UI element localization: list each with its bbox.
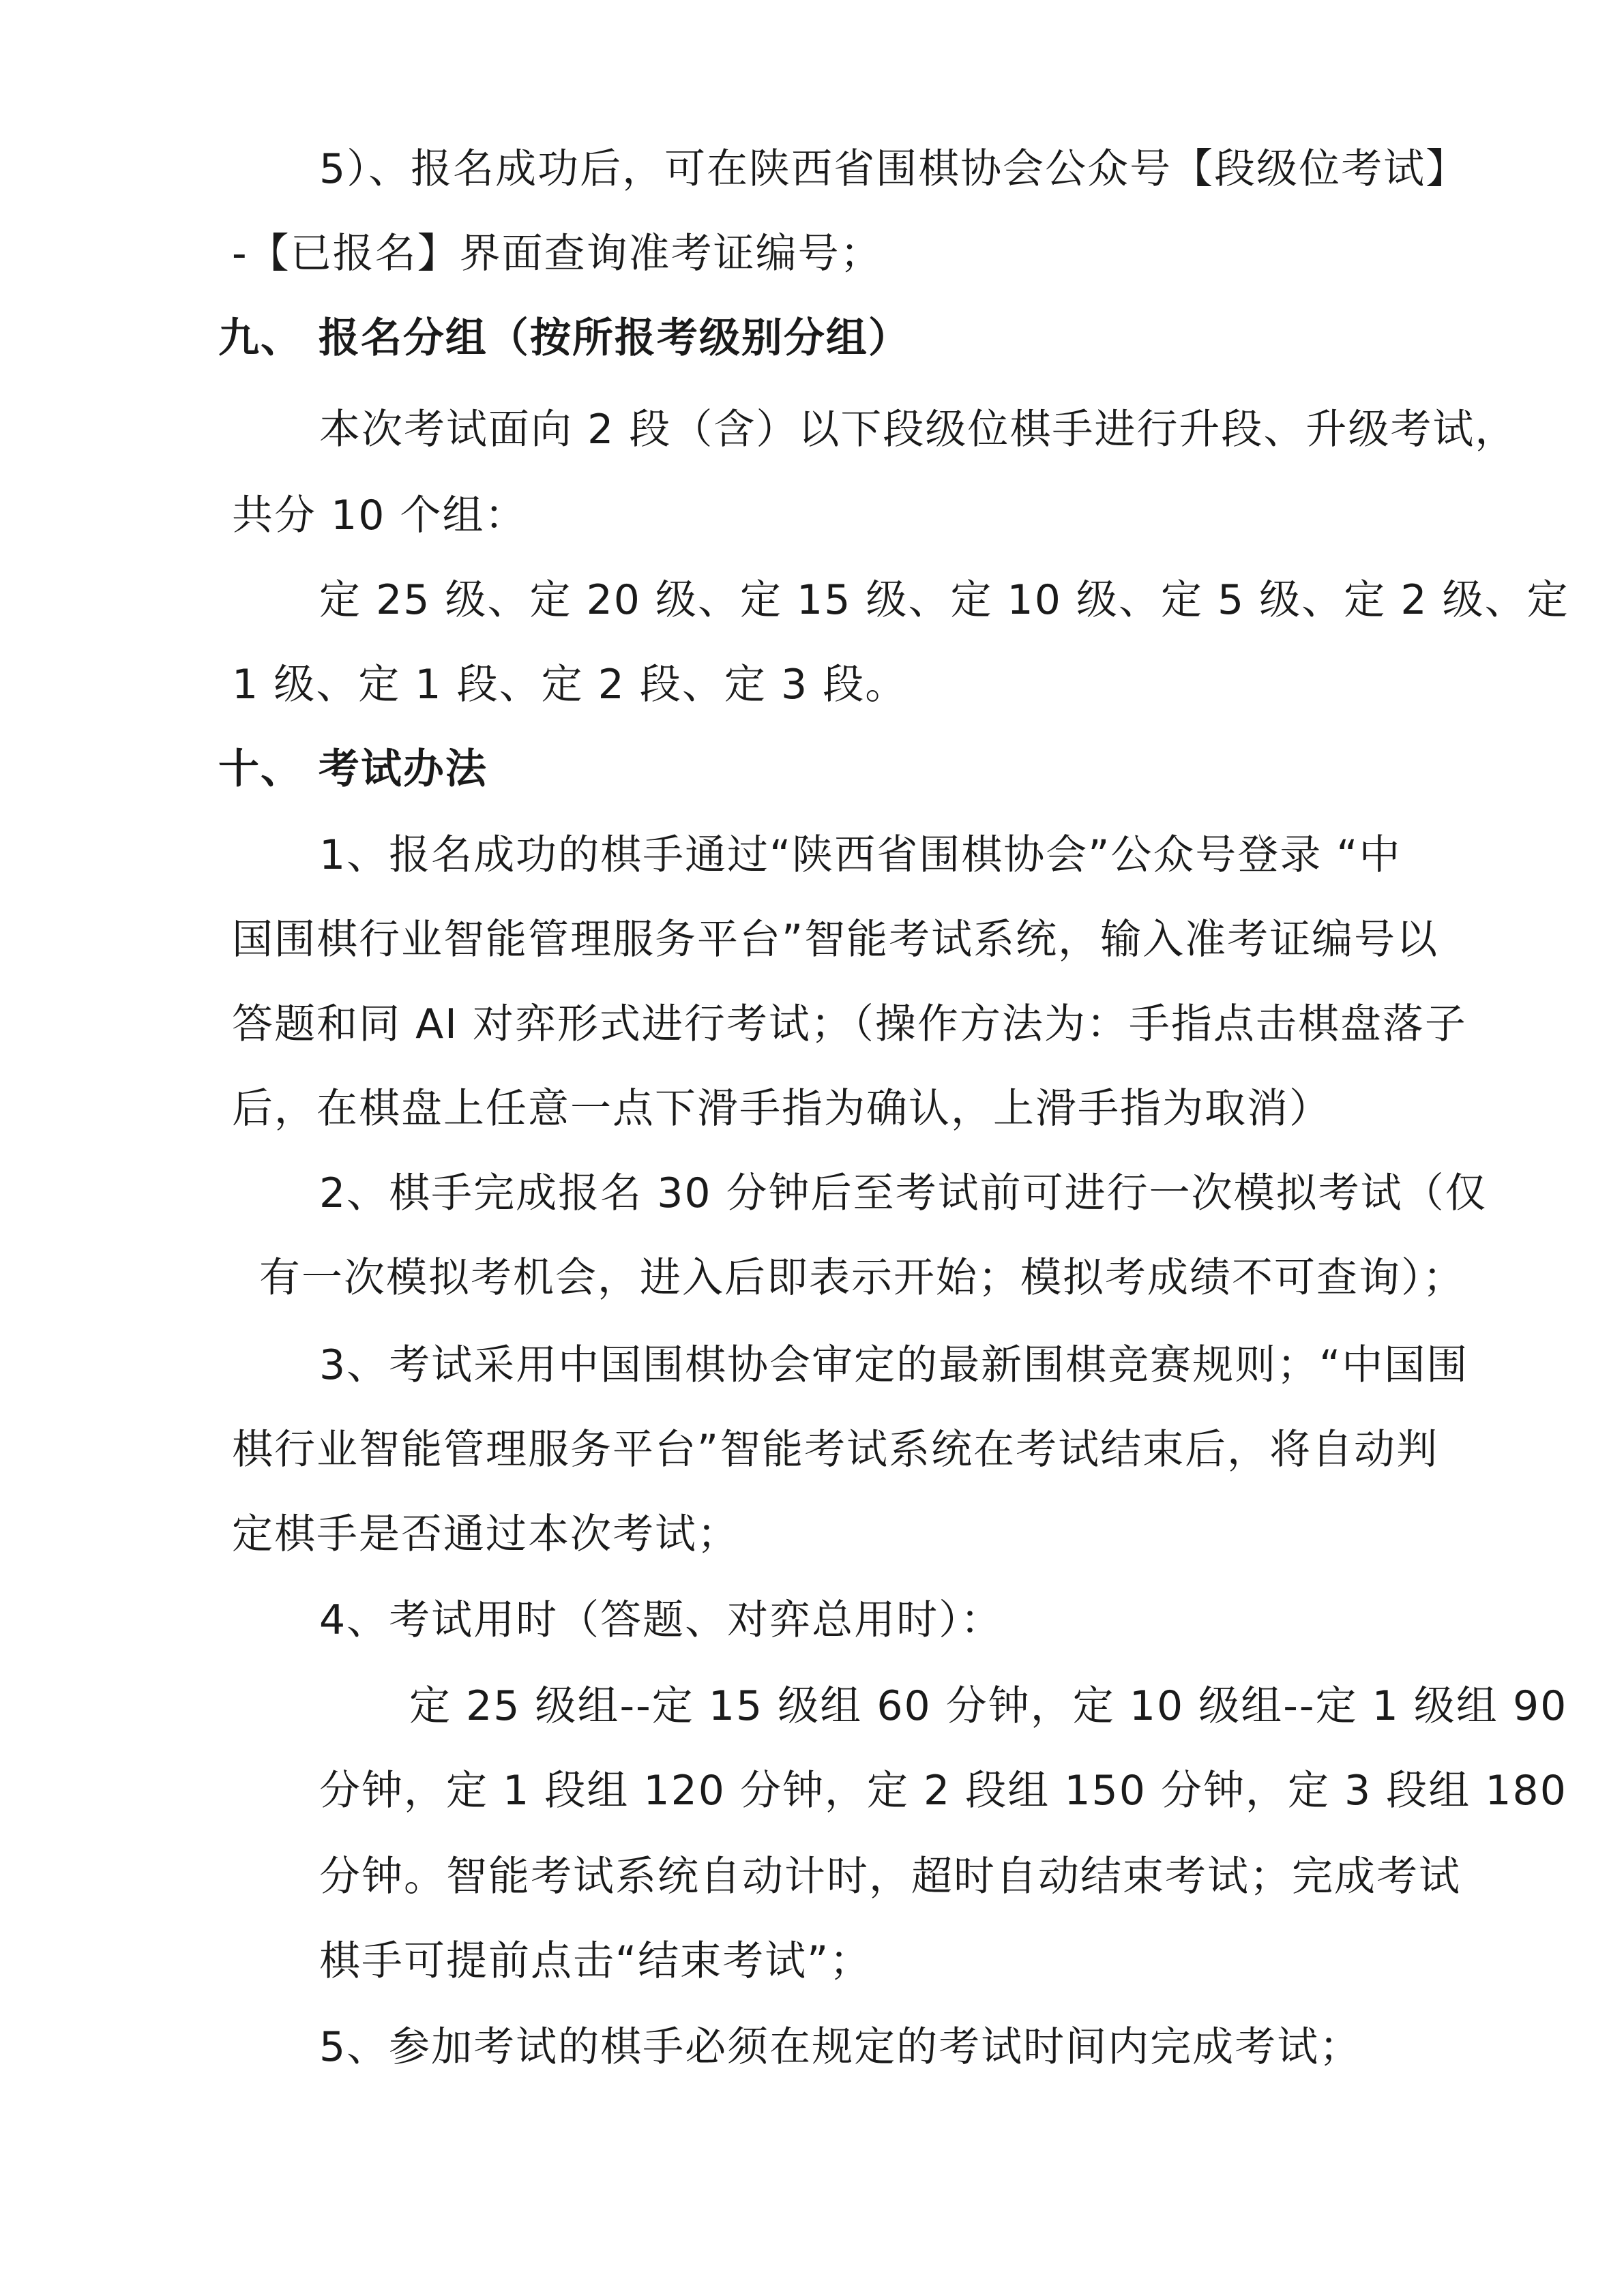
paragraph-line: 5、参加考试的棋手必须在规定的考试时间内完成考试； [319, 2023, 1362, 2071]
paragraph-line: 定棋手是否通过本次考试； [232, 1510, 739, 1558]
paragraph-line: 3、考试采用中国围棋协会审定的最新围棋竞赛规则；“中国围 [319, 1341, 1469, 1389]
paragraph-line: 棋行业智能管理服务平台”智能考试系统在考试结束后，将自动判 [232, 1426, 1439, 1474]
paragraph-line: 后，在棋盘上任意一点下滑手指为确认，上滑手指为取消） [232, 1085, 1331, 1133]
paragraph-line: 5）、报名成功后，可在陕西省围棋协会公众号【段级位考试】 [319, 145, 1468, 193]
paragraph-line: 本次考试面向 2 段（含）以下段级位棋手进行升段、升级考试， [319, 406, 1518, 453]
paragraph-line: 1、报名成功的棋手通过“陕西省围棋协会”公众号登录 “中 [319, 831, 1402, 879]
paragraph-line: 分钟。智能考试系统自动计时，超时自动结束考试；完成考试 [319, 1853, 1461, 1900]
paragraph-line: 定 25 级、定 20 级、定 15 级、定 10 级、定 5 级、定 2 级、定 [319, 576, 1569, 624]
paragraph-line: 答题和同 AI 对弈形式进行考试；（操作方法为：手指点击棋盘落子 [232, 1000, 1467, 1048]
paragraph-line: 有一次模拟考机会，进入后即表示开始；模拟考成绩不可查询）； [259, 1254, 1465, 1302]
paragraph-line: 2、棋手完成报名 30 分钟后至考试前可进行一次模拟考试（仅 [319, 1169, 1488, 1217]
paragraph-line: 定 25 级组--定 15 级组 60 分钟，定 10 级组--定 1 级组 90 [409, 1682, 1568, 1730]
paragraph-line: 1 级、定 1 段、定 2 段、定 3 段。 [232, 661, 908, 709]
paragraph-line: 国围棋行业智能管理服务平台”智能考试系统，输入准考证编号以 [232, 916, 1439, 964]
paragraph-line: 4、考试用时（答题、对弈总用时）： [319, 1596, 1003, 1644]
paragraph-line: -【已报名】界面查询准考证编号； [232, 230, 883, 278]
section-heading-10: 十、 考试办法 [218, 745, 488, 793]
paragraph-line: 共分 10 个组： [232, 492, 527, 539]
section-heading-9: 九、 报名分组（按所报考级别分组） [218, 314, 911, 362]
paragraph-line: 分钟，定 1 段组 120 分钟，定 2 段组 150 分钟，定 3 段组 180 [319, 1767, 1567, 1815]
paragraph-line: 棋手可提前点击“结束考试”； [319, 1937, 872, 1985]
